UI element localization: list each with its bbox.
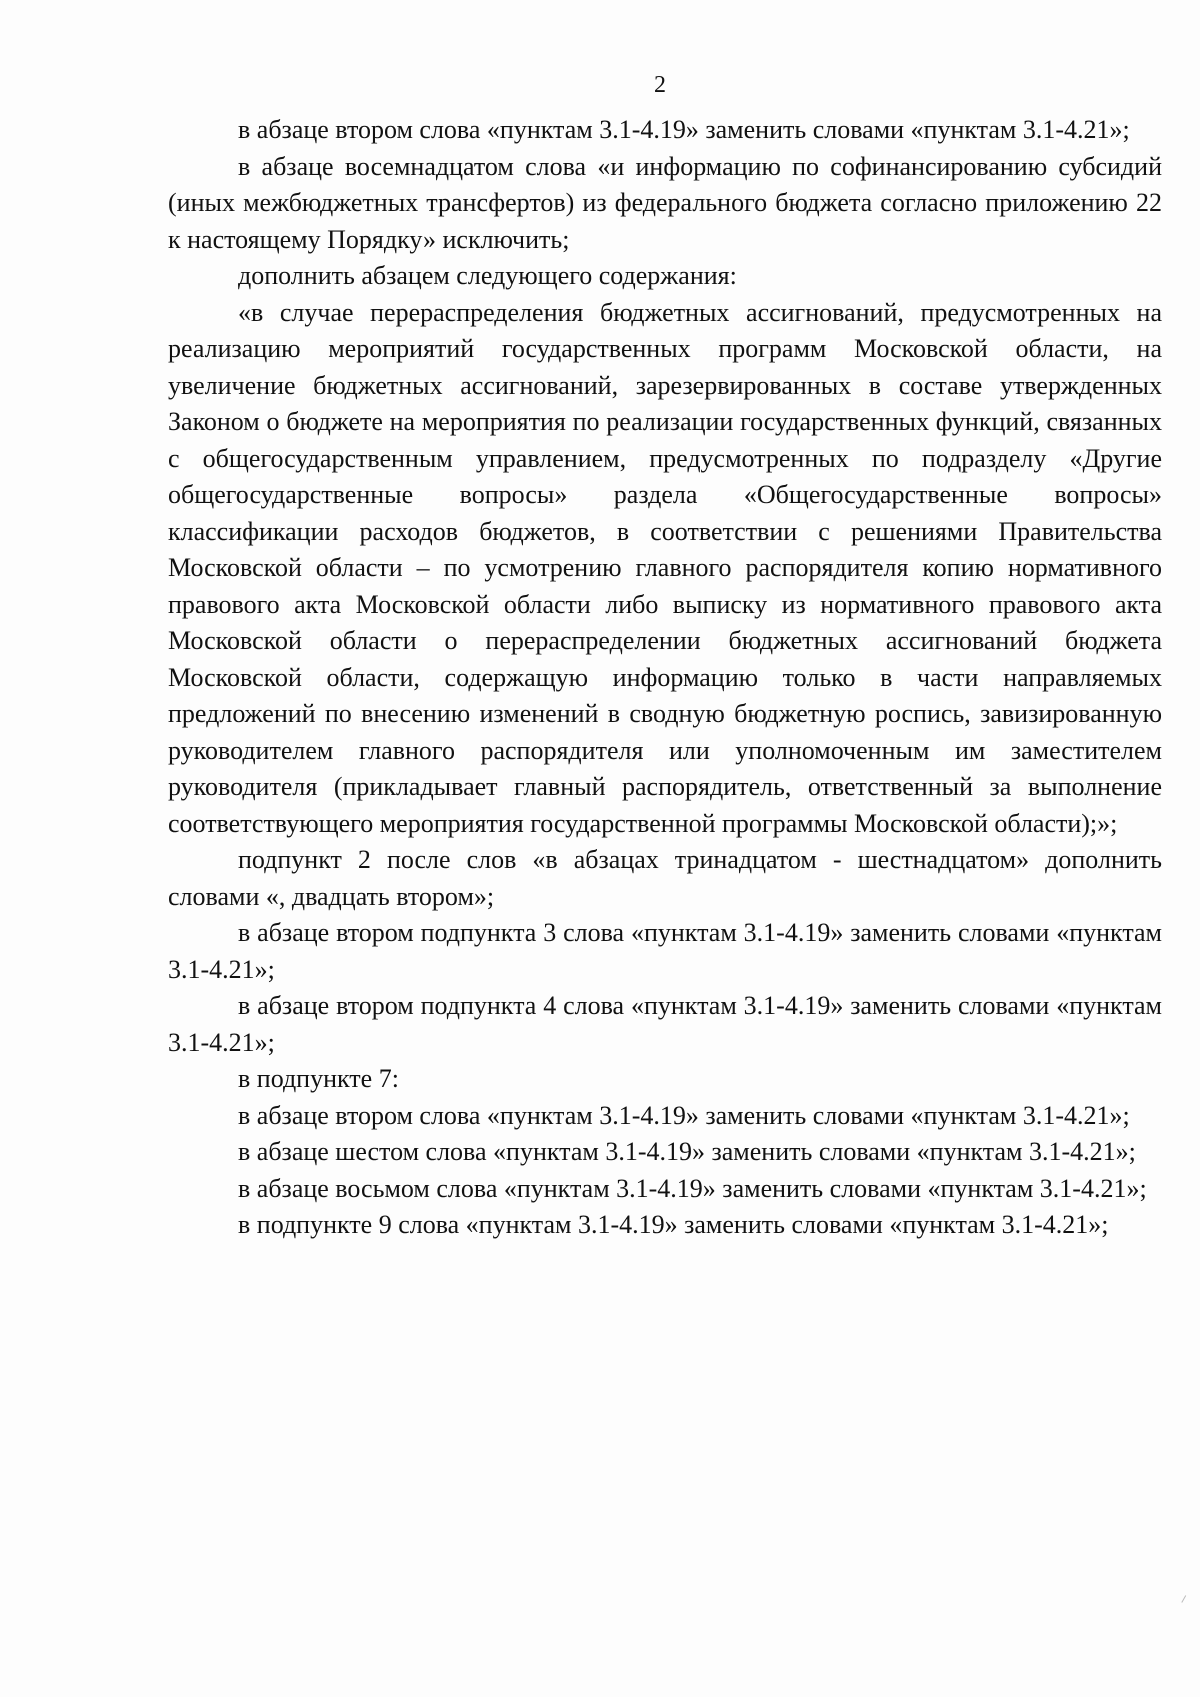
paragraph-3: дополнить абзацем следующего содержания:	[238, 261, 737, 290]
scan-artifact-mark	[1181, 1595, 1189, 1604]
paragraph-11: в абзаце восьмом слова «пунктам 3.1-4.19» заменить словами «пунктам 3.1-4.21»;	[238, 1173, 1147, 1203]
paragraph-6: в абзаце втором подпункта 3 слова «пунктам 3.1-4.19» заменить словами «пунктам 3.1-4.21»;	[168, 918, 1162, 984]
paragraph-2: в абзаце восемнадцатом слова «и информацию по софинансированию субсидий (иных межбюджетных трансфертов) из федерального бюджета согласно приложению 22 к настоящему Порядку» исключить;	[168, 151, 1162, 254]
paragraph-10: в абзаце шестом слова «пунктам 3.1-4.19» заменить словами «пунктам 3.1-4.21»;	[238, 1137, 1136, 1166]
paragraph-4-quoted-addition: «в случае перераспределения бюджетных ассигнований, предусмотренных на реализацию мероприятий государственных программ Московской области, на увеличение бюджетных ассигнований, зарезервированных в составе утвержденных Законом о бюджете на мероприятия по реализации государственных функций, связанных с общегосударственным управлением, предусмотренных по подразделу «Другие общегосударственные вопросы» раздела «Общегосударственные вопросы» классификации расходов бюджетов, в соответствии с решениями Правительства Московской области – по усмотрению главного распорядителя копию нормативного правового акта Московской области либо выписку из нормативного правового акта Московской области о перераспределении бюджетных ассигнований бюджета Московской области, содержащую информацию только в части направляемых предложений по внесению изменений в сводную бюджетную роспись, завизированную руководителем главного распорядителя или уполномоченным им заместителем руководителя (прикладывает главный распорядитель, ответственный за выполнение соответствующего мероприятия государственной программы Московской области);»;	[168, 297, 1162, 838]
page-number: 2	[654, 72, 666, 98]
paragraph-12: в подпункте 9 слова «пунктам 3.1-4.19» заменить словами «пунктам 3.1-4.21»;	[238, 1210, 1109, 1239]
paragraph-5: подпункт 2 после слов «в абзацах тринадцатом - шестнадцатом» дополнить словами «, двадцать втором»;	[168, 845, 1162, 911]
paragraph-1: в абзаце втором слова «пунктам 3.1-4.19» заменить словами «пунктам 3.1-4.21»;	[238, 115, 1130, 144]
paragraph-7: в абзаце втором подпункта 4 слова «пунктам 3.1-4.19» заменить словами «пунктам 3.1-4.21»;	[168, 991, 1162, 1057]
paragraph-8: в подпункте 7:	[238, 1064, 399, 1093]
paragraph-9: в абзаце втором слова «пунктам 3.1-4.19» заменить словами «пунктам 3.1-4.21»;	[238, 1100, 1130, 1130]
document-body	[168, 112, 1162, 1244]
